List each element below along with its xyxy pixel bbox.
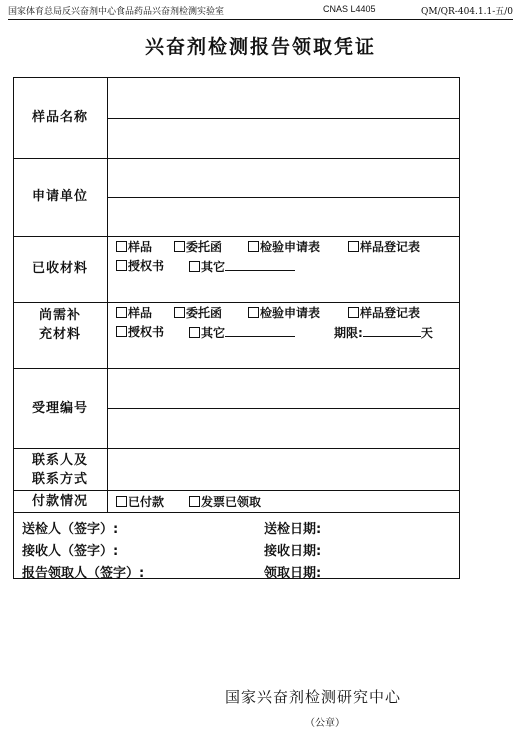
- received-option-authorization[interactable]: 授权书: [116, 259, 164, 273]
- form-code: QM/QR-404.1.1-五/0: [421, 7, 513, 17]
- receive-date[interactable]: 接收日期:: [264, 544, 322, 559]
- lab-name: 国家体育总局反兴奋剂中心食品药品兴奋剂检测实验室: [8, 7, 225, 17]
- other-blank[interactable]: [225, 325, 295, 337]
- row-divider: [13, 302, 460, 303]
- payment-option-invoice[interactable]: 发票已领取: [189, 495, 261, 509]
- received-option-other[interactable]: 其它: [189, 259, 295, 274]
- checkbox-icon[interactable]: [116, 241, 127, 252]
- row-divider: [13, 448, 460, 449]
- row-divider: [107, 197, 460, 198]
- checkbox-icon[interactable]: [189, 496, 200, 507]
- checkbox-icon[interactable]: [116, 260, 127, 271]
- label-payment: 付款情况: [31, 494, 88, 509]
- send-date[interactable]: 送检日期:: [264, 522, 322, 537]
- checkbox-icon[interactable]: [189, 261, 200, 272]
- pending-option-register[interactable]: 样品登记表: [348, 306, 420, 320]
- cnas-code: CNAS L4405: [323, 4, 376, 14]
- collector-signature[interactable]: 报告领取人（签字）:: [22, 566, 145, 581]
- official-seal-note: （公章）: [305, 718, 345, 729]
- label-pending-1: 尚需补: [38, 308, 81, 323]
- label-applicant: 申请单位: [31, 189, 88, 204]
- label-contact-1: 联系人及: [31, 453, 88, 468]
- pending-option-authorization[interactable]: 授权书: [116, 325, 164, 339]
- pending-option-sample[interactable]: 样品: [116, 306, 152, 320]
- row-divider: [107, 408, 460, 409]
- deadline-blank[interactable]: [363, 325, 421, 337]
- pending-option-other[interactable]: 其它: [189, 325, 295, 340]
- checkbox-icon[interactable]: [248, 241, 259, 252]
- pending-option-inspection[interactable]: 检验申请表: [248, 306, 320, 320]
- label-pending-2: 充材料: [38, 327, 81, 342]
- pending-option-entrust[interactable]: 委托函: [174, 306, 222, 320]
- row-divider: [13, 158, 460, 159]
- label-received: 已收材料: [31, 261, 88, 276]
- sender-signature[interactable]: 送检人（签字）:: [22, 522, 119, 537]
- row-divider: [107, 118, 460, 119]
- receiver-signature[interactable]: 接收人（签字）:: [22, 544, 119, 559]
- header-rule: [8, 19, 513, 20]
- page-title: 兴奋剂检测报告领取凭证: [144, 36, 376, 58]
- deadline-field[interactable]: 期限: 天: [334, 326, 433, 340]
- issuing-organization: 国家兴奋剂检测研究中心: [225, 688, 402, 706]
- checkbox-icon[interactable]: [116, 496, 127, 507]
- payment-option-paid[interactable]: 已付款: [116, 495, 164, 509]
- checkbox-icon[interactable]: [116, 307, 127, 318]
- checkbox-icon[interactable]: [174, 307, 185, 318]
- document-header: [8, 4, 513, 18]
- checkbox-icon[interactable]: [348, 307, 359, 318]
- other-blank[interactable]: [225, 259, 295, 271]
- received-option-register[interactable]: 样品登记表: [348, 240, 420, 254]
- row-divider: [13, 490, 460, 491]
- collect-date[interactable]: 领取日期:: [264, 566, 322, 581]
- checkbox-icon[interactable]: [189, 327, 200, 338]
- received-option-inspection[interactable]: 检验申请表: [248, 240, 320, 254]
- checkbox-icon[interactable]: [348, 241, 359, 252]
- row-divider: [13, 368, 460, 369]
- checkbox-icon[interactable]: [174, 241, 185, 252]
- row-divider: [13, 512, 460, 513]
- row-divider: [13, 236, 460, 237]
- column-divider: [107, 77, 108, 512]
- label-acceptance-no: 受理编号: [31, 401, 88, 416]
- checkbox-icon[interactable]: [116, 326, 127, 337]
- label-contact-2: 联系方式: [31, 472, 88, 487]
- label-sample-name: 样品名称: [31, 110, 88, 125]
- received-option-entrust[interactable]: 委托函: [174, 240, 222, 254]
- checkbox-icon[interactable]: [248, 307, 259, 318]
- received-option-sample[interactable]: 样品: [116, 240, 152, 254]
